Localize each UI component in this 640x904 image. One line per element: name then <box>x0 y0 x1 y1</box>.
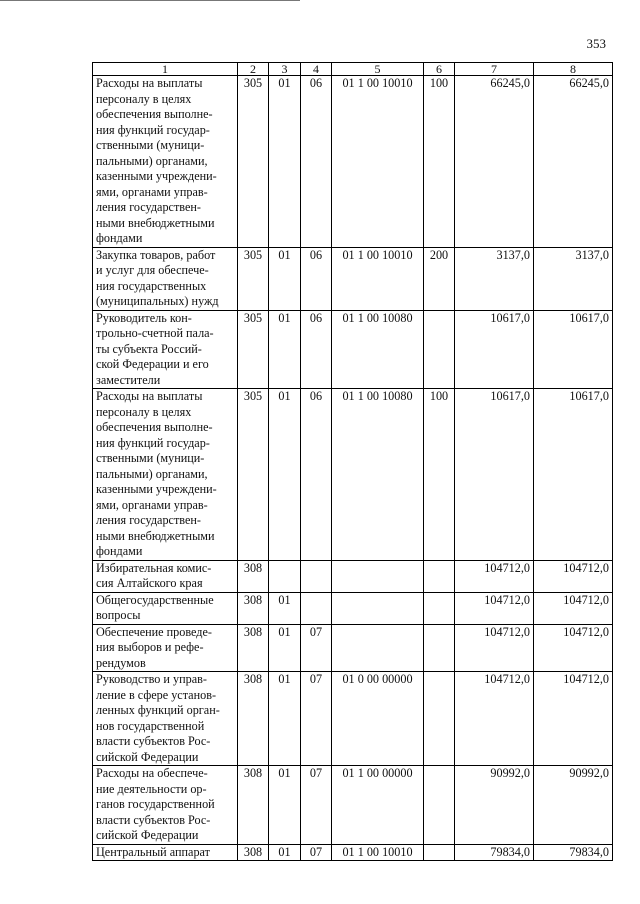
table-row <box>93 624 613 672</box>
amount-col8: 90992,0 <box>534 766 613 845</box>
header-cell: 4 <box>301 63 332 76</box>
section-code: 01 <box>269 247 301 310</box>
amount-col8: 3137,0 <box>534 247 613 310</box>
expense-name: Расходы на обеспече- ние деятельности ор- ганов государственной власти субъектов Рос- сийской Федерации <box>93 766 238 845</box>
ministry-code: 308 <box>238 560 269 592</box>
expense-name: Руководитель кон- трольно-счетной пала- ты субъекта Россий- ской Федерации и его заместители <box>93 310 238 389</box>
target-article-code <box>332 560 424 592</box>
subsection-code: 07 <box>301 844 332 861</box>
amount-col7: 3137,0 <box>455 247 534 310</box>
target-article-code <box>332 592 424 624</box>
section-code: 01 <box>269 76 301 248</box>
amount-col7: 10617,0 <box>455 389 534 561</box>
subsection-code: 07 <box>301 766 332 845</box>
header-cell: 5 <box>332 63 424 76</box>
expense-type-code <box>424 766 455 845</box>
ministry-code: 305 <box>238 310 269 389</box>
target-article-code: 01 1 00 10080 <box>332 310 424 389</box>
section-code: 01 <box>269 766 301 845</box>
budget-table <box>92 62 613 861</box>
table-row <box>93 672 613 766</box>
amount-col7: 10617,0 <box>455 310 534 389</box>
expense-type-code <box>424 592 455 624</box>
amount-col8: 10617,0 <box>534 389 613 561</box>
header-cell: 8 <box>534 63 613 76</box>
expense-name: Расходы на выплаты персоналу в целях обеспечения выполне- ния функций государ- ственными (муници- пальными) органами, казенными учреждени- ями, органами управ- ления государствен- ными внебюджетными фондами <box>93 76 238 248</box>
section-code: 01 <box>269 310 301 389</box>
table-row <box>93 76 613 248</box>
table-row <box>93 766 613 845</box>
amount-col7: 104712,0 <box>455 592 534 624</box>
ministry-code: 308 <box>238 766 269 845</box>
page-number: 353 <box>586 36 606 51</box>
target-article-code: 01 1 00 10010 <box>332 247 424 310</box>
amount-col8: 104712,0 <box>534 672 613 766</box>
expense-type-code <box>424 310 455 389</box>
ministry-code: 308 <box>238 844 269 861</box>
section-code: 01 <box>269 624 301 672</box>
subsection-code <box>301 592 332 624</box>
expense-name: Избирательная комис- сия Алтайского края <box>93 560 238 592</box>
amount-col8: 10617,0 <box>534 310 613 389</box>
amount-col7: 104712,0 <box>455 560 534 592</box>
amount-col7: 104712,0 <box>455 672 534 766</box>
amount-col8: 66245,0 <box>534 76 613 248</box>
subsection-code: 07 <box>301 672 332 766</box>
subsection-code: 06 <box>301 76 332 248</box>
amount-col8: 79834,0 <box>534 844 613 861</box>
expense-name: Руководство и управ- ление в сфере установ- ленных функций орган- нов государственной власти субъектов Рос- сийской Федерации <box>93 672 238 766</box>
section-code: 01 <box>269 592 301 624</box>
header-cell: 3 <box>269 63 301 76</box>
table-row <box>93 592 613 624</box>
amount-col8: 104712,0 <box>534 560 613 592</box>
subsection-code: 06 <box>301 247 332 310</box>
expense-type-code <box>424 844 455 861</box>
expense-name: Расходы на выплаты персоналу в целях обеспечения выполне- ния функций государ- ственными (муници- пальными) органами, казенными учреждени- ями, органами управ- ления государствен- ными внебюджетными фондами <box>93 389 238 561</box>
header-cell: 1 <box>93 63 238 76</box>
section-code: 01 <box>269 672 301 766</box>
header-row <box>93 63 613 76</box>
subsection-code: 06 <box>301 310 332 389</box>
ministry-code: 305 <box>238 76 269 248</box>
table-row <box>93 389 613 561</box>
header-cell: 7 <box>455 63 534 76</box>
expense-type-code: 200 <box>424 247 455 310</box>
target-article-code: 01 1 00 10080 <box>332 389 424 561</box>
section-code: 01 <box>269 389 301 561</box>
expense-name: Закупка товаров, работ и услуг для обеспече- ния государственных (муниципальных) нужд <box>93 247 238 310</box>
table-row <box>93 247 613 310</box>
target-article-code: 01 1 00 10010 <box>332 76 424 248</box>
amount-col7: 79834,0 <box>455 844 534 861</box>
amount-col8: 104712,0 <box>534 624 613 672</box>
subsection-code: 06 <box>301 389 332 561</box>
amount-col7: 90992,0 <box>455 766 534 845</box>
ministry-code: 308 <box>238 592 269 624</box>
ministry-code: 305 <box>238 247 269 310</box>
target-article-code: 01 1 00 10010 <box>332 844 424 861</box>
subsection-code: 07 <box>301 624 332 672</box>
ministry-code: 308 <box>238 624 269 672</box>
subsection-code <box>301 560 332 592</box>
target-article-code: 01 1 00 00000 <box>332 766 424 845</box>
amount-col7: 104712,0 <box>455 624 534 672</box>
amount-col7: 66245,0 <box>455 76 534 248</box>
header-cell: 2 <box>238 63 269 76</box>
expense-name: Общегосударственные вопросы <box>93 592 238 624</box>
table-row <box>93 310 613 389</box>
ministry-code: 308 <box>238 672 269 766</box>
target-article-code <box>332 624 424 672</box>
top-rule <box>0 0 300 1</box>
header-cell: 6 <box>424 63 455 76</box>
table-row <box>93 560 613 592</box>
section-code: 01 <box>269 844 301 861</box>
expense-type-code: 100 <box>424 389 455 561</box>
expense-type-code <box>424 560 455 592</box>
expense-type-code <box>424 624 455 672</box>
table-row <box>93 844 613 861</box>
expense-name: Центральный аппарат <box>93 844 238 861</box>
target-article-code: 01 0 00 00000 <box>332 672 424 766</box>
expense-type-code: 100 <box>424 76 455 248</box>
amount-col8: 104712,0 <box>534 592 613 624</box>
section-code <box>269 560 301 592</box>
ministry-code: 305 <box>238 389 269 561</box>
expense-type-code <box>424 672 455 766</box>
expense-name: Обеспечение проведе- ния выборов и рефе- рендумов <box>93 624 238 672</box>
